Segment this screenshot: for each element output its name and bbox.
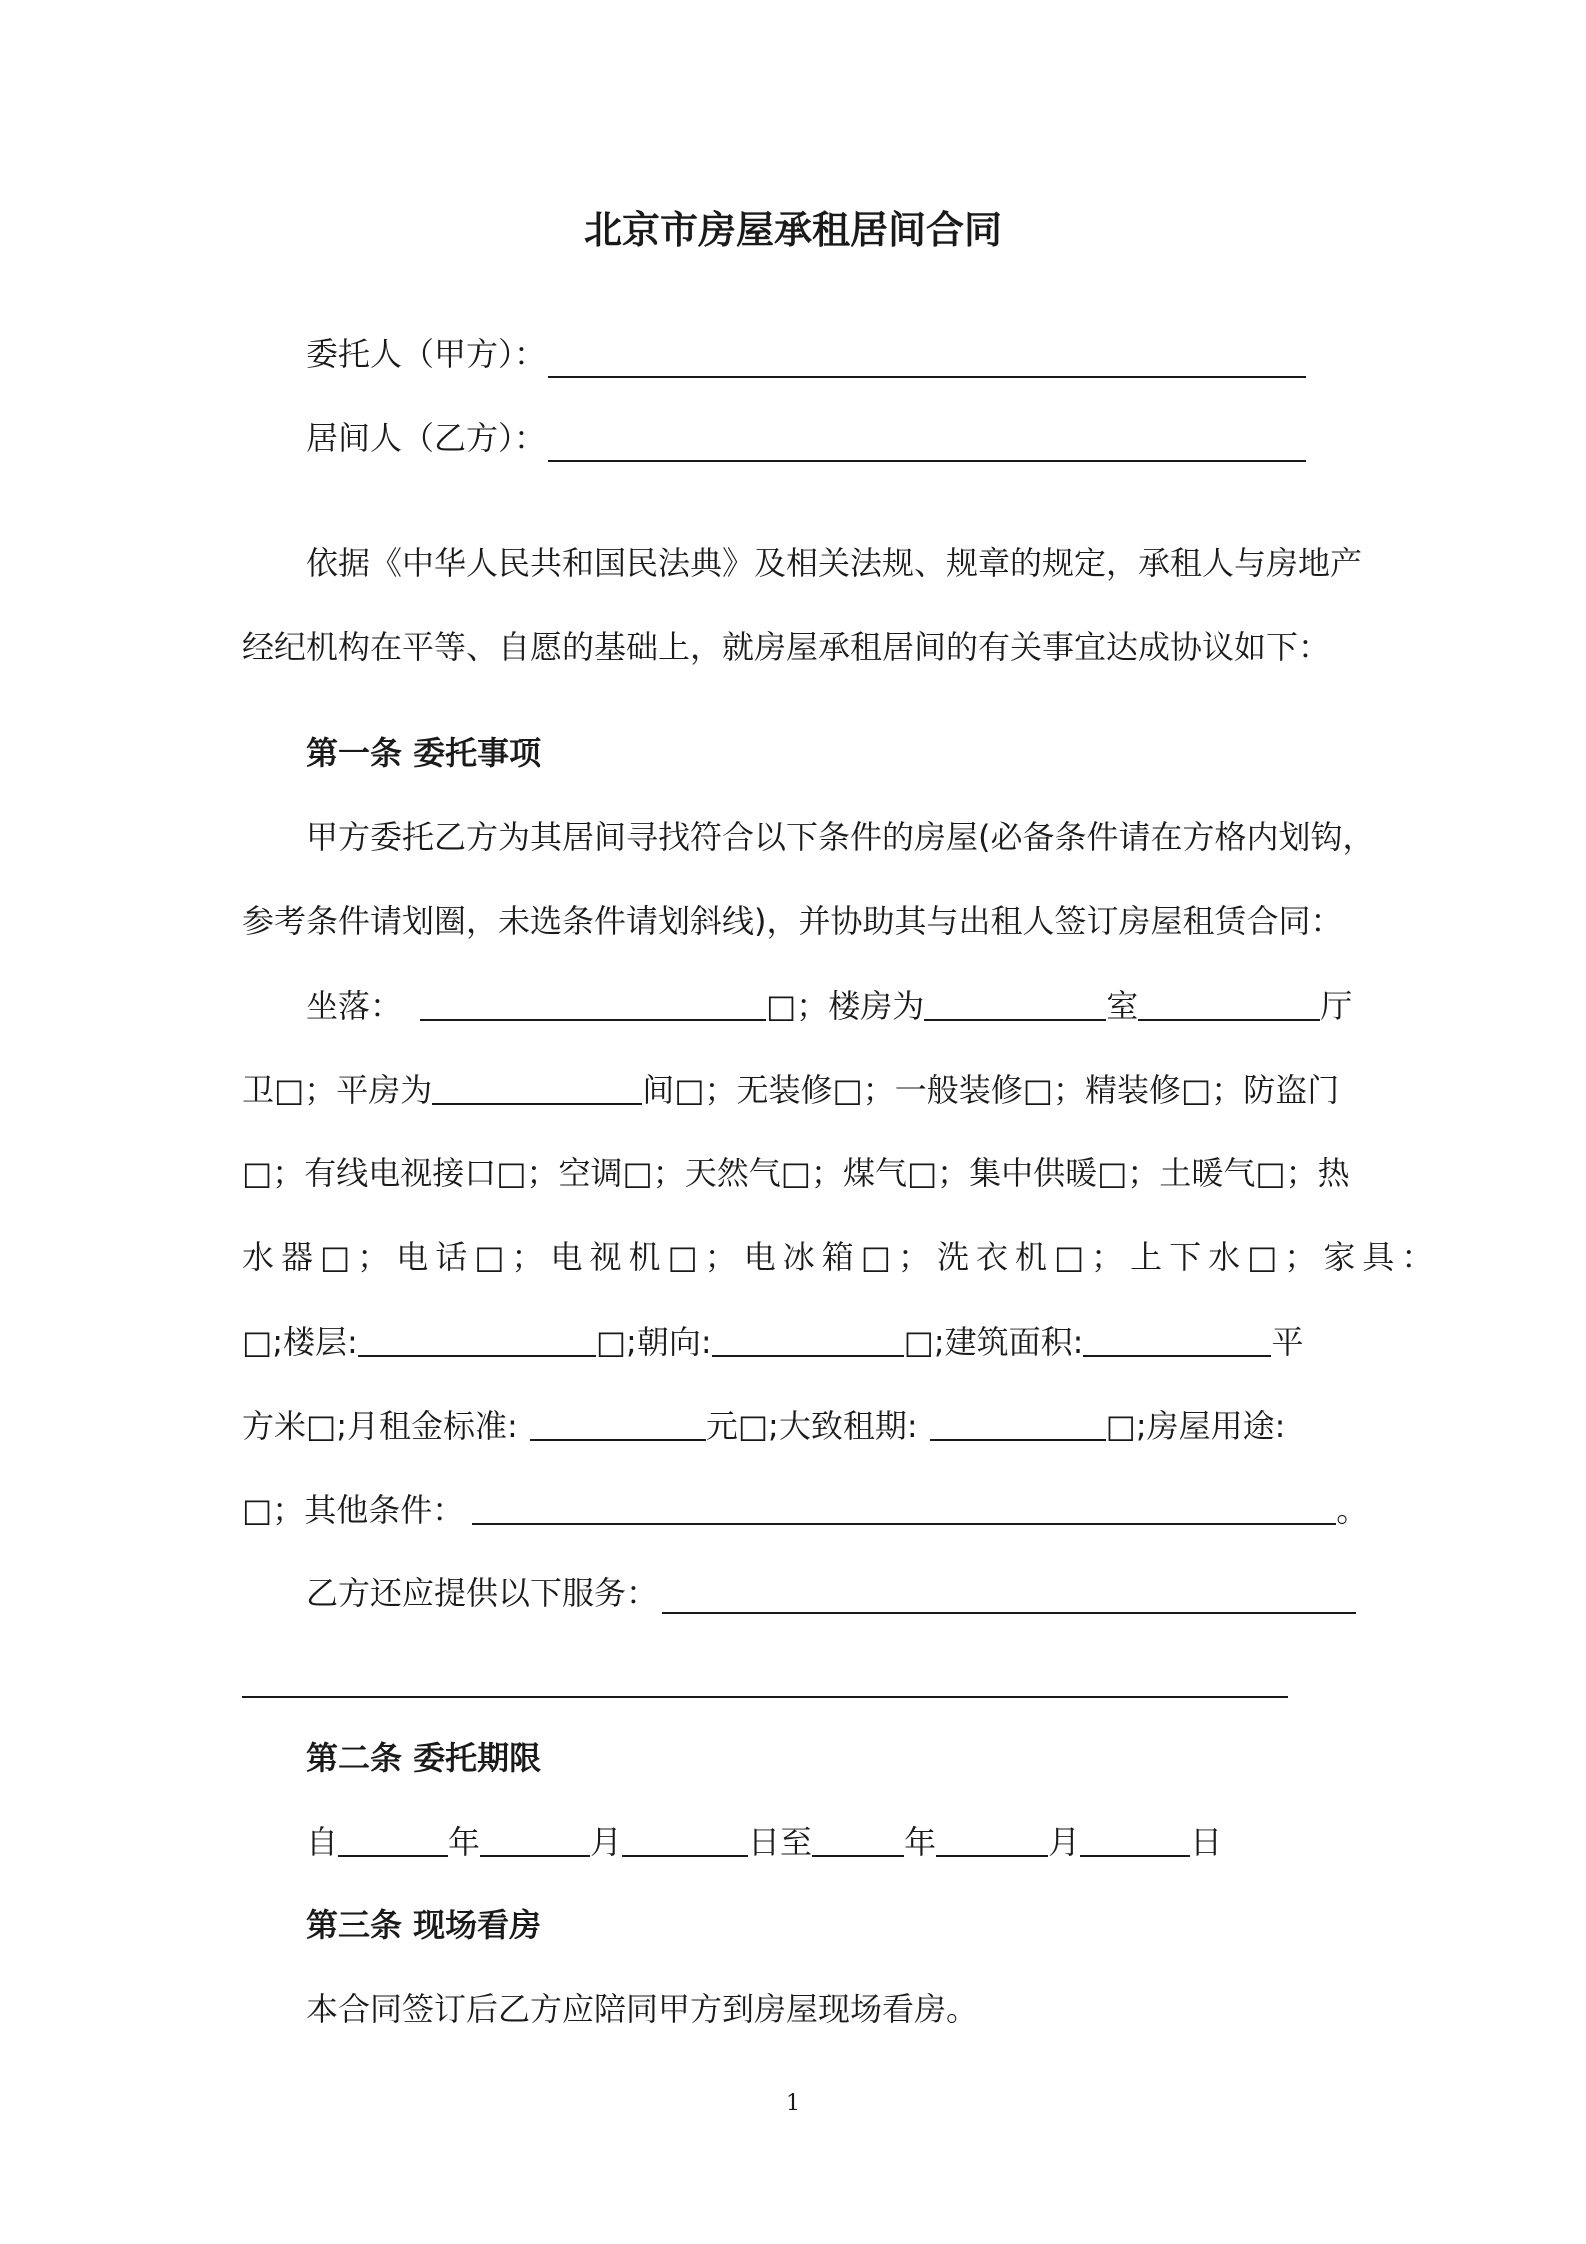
party-a-label: 委托人（甲方）： xyxy=(306,335,547,373)
area-blank[interactable] xyxy=(1083,1321,1271,1357)
page-number: 1 xyxy=(786,2091,800,2116)
term-label: 元□;大致租期: xyxy=(705,1407,918,1445)
article-1-row-5 xyxy=(242,1321,1303,1362)
floor-label: □;楼层: xyxy=(242,1323,358,1361)
building-label: □；楼房为 xyxy=(766,987,925,1025)
end-month-blank[interactable] xyxy=(936,1821,1048,1857)
rent-blank[interactable] xyxy=(530,1405,706,1441)
services-blank[interactable] xyxy=(662,1612,1356,1614)
date-from-label: 自 xyxy=(306,1823,339,1861)
intro-line-2: 经纪机构在平等、自愿的基础上，就房屋承租居间的有关事宜达成协议如下： xyxy=(242,628,1331,666)
year-label: 年 xyxy=(448,1823,481,1861)
end-day-blank[interactable] xyxy=(1080,1821,1190,1857)
rent-label: 方米□;月租金标准: xyxy=(242,1407,518,1445)
month-label-2: 月 xyxy=(1048,1823,1081,1861)
month-label: 月 xyxy=(590,1823,623,1861)
article-1-row-4: 水器□；电话□；电视机□；电冰箱□；洗衣机□；上下水□；家具： xyxy=(242,1238,1441,1276)
article-1-line-2: 参考条件请划圈，未选条件请划斜线)，并协助其与出租人签订房屋租赁合同： xyxy=(242,902,1343,940)
decoration-options: 间□；无装修□；一般装修□；精装修□；防盗门 xyxy=(642,1071,1340,1109)
orientation-label: □;朝向: xyxy=(595,1323,712,1361)
services-label: 乙方还应提供以下服务： xyxy=(306,1574,659,1612)
party-b-label: 居间人（乙方）： xyxy=(306,419,547,457)
article-3-heading: 第三条 现场看房 xyxy=(306,1906,542,1944)
day-label-2: 日 xyxy=(1190,1823,1223,1861)
article-1-line-1: 甲方委托乙方为其居间寻找符合以下条件的房屋(必备条件请在方格内划钩， xyxy=(306,818,1375,856)
bungalow-rooms-blank[interactable] xyxy=(432,1069,642,1105)
article-1-heading: 第一条 委托事项 xyxy=(306,734,542,772)
article-1-row-7 xyxy=(242,1489,1368,1530)
halls-blank[interactable] xyxy=(1138,985,1320,1021)
article-1-row-1 xyxy=(306,985,1352,1026)
article-1-row-2 xyxy=(242,1069,1339,1110)
area-label: □;建筑面积: xyxy=(903,1323,1084,1361)
article-1-row-3: □；有线电视接口□；空调□；天然气□；煤气□；集中供暖□；土暖气□；热 xyxy=(242,1154,1350,1192)
location-label: 坐落： xyxy=(306,987,403,1025)
floor-blank[interactable] xyxy=(358,1321,596,1357)
term-blank[interactable] xyxy=(930,1405,1106,1441)
year-label-2: 年 xyxy=(904,1823,937,1861)
orientation-blank[interactable] xyxy=(712,1321,904,1357)
start-day-blank[interactable] xyxy=(622,1821,748,1857)
intro-line-1: 依据《中华人民共和国民法典》及相关法规、规章的规定，承租人与房地产 xyxy=(306,544,1363,582)
document-title: 北京市房屋承租居间合同 xyxy=(583,208,1002,252)
room-unit: 室 xyxy=(1106,987,1139,1025)
other-conditions-blank[interactable] xyxy=(472,1489,1336,1525)
other-conditions-end: 。 xyxy=(1336,1491,1369,1529)
start-year-blank[interactable] xyxy=(338,1821,448,1857)
party-b-blank[interactable] xyxy=(548,460,1306,462)
party-a-blank[interactable] xyxy=(548,376,1306,378)
article-1-row-6 xyxy=(242,1405,1285,1446)
services-blank-2[interactable] xyxy=(242,1696,1288,1698)
rooms-blank[interactable] xyxy=(924,985,1106,1021)
bath-label: 卫□；平房为 xyxy=(242,1071,433,1109)
article-2-dates xyxy=(306,1821,1222,1862)
end-year-blank[interactable] xyxy=(812,1821,904,1857)
usage-label: □;房屋用途: xyxy=(1105,1407,1286,1445)
article-2-heading: 第二条 委托期限 xyxy=(306,1739,542,1777)
start-month-blank[interactable] xyxy=(480,1821,590,1857)
other-conditions-label: □；其他条件： xyxy=(242,1491,465,1529)
day-to-label: 日至 xyxy=(748,1823,813,1861)
area-unit-start: 平 xyxy=(1271,1323,1304,1361)
article-3-text: 本合同签订后乙方应陪同甲方到房屋现场看房。 xyxy=(306,1990,979,2028)
hall-unit: 厅 xyxy=(1320,987,1353,1025)
location-blank[interactable] xyxy=(420,985,766,1021)
